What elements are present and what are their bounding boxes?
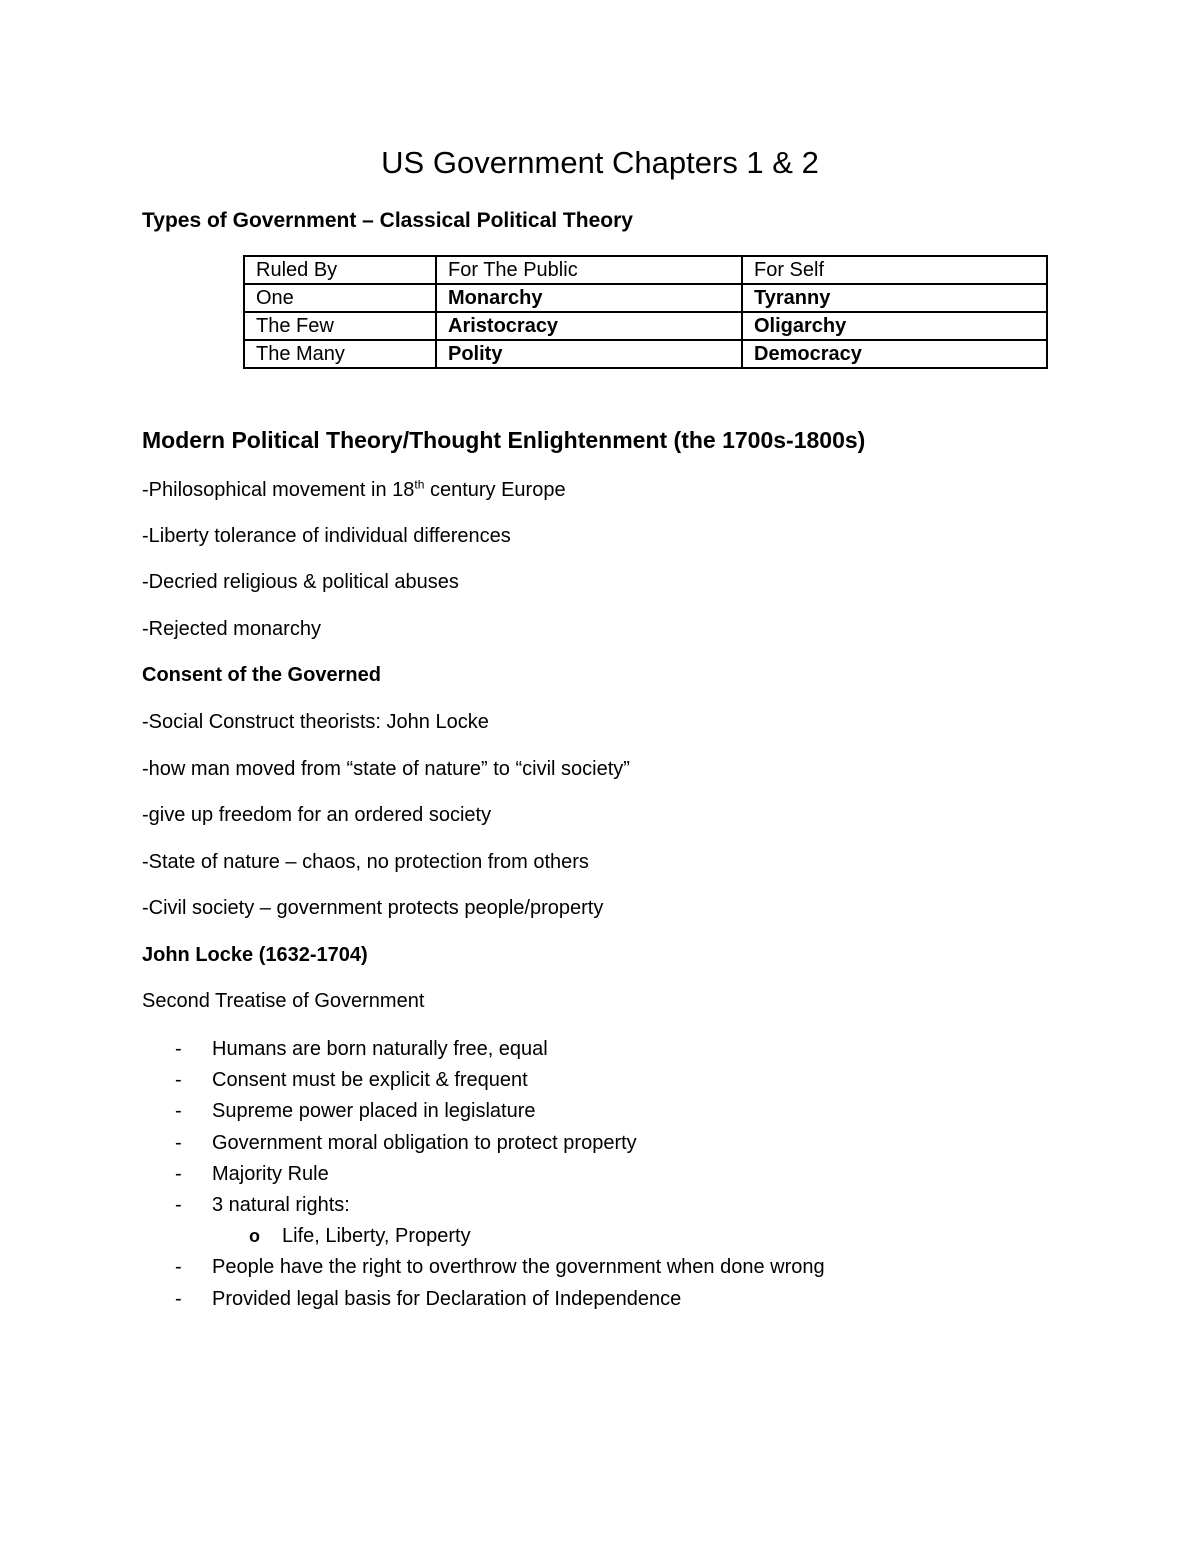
list-item-text: Government moral obligation to protect property — [212, 1131, 637, 1154]
table-cell: Polity — [436, 340, 742, 368]
table-header-cell: Ruled By — [244, 256, 436, 284]
table-cell: Tyranny — [742, 284, 1047, 312]
table-cell: The Many — [244, 340, 436, 368]
list-item-text: Majority Rule — [212, 1162, 329, 1185]
section-heading-classical: Types of Government – Classical Political Theory — [142, 209, 633, 232]
dash-marker: - — [175, 1193, 182, 1216]
text-fragment: century Europe — [424, 479, 566, 501]
dash-marker: - — [175, 1287, 182, 1310]
dash-marker: - — [175, 1162, 182, 1185]
paragraph-rejected-monarchy: -Rejected monarchy — [142, 618, 321, 640]
table-row — [244, 312, 1047, 340]
paragraph-second-treatise: Second Treatise of Government — [142, 990, 425, 1012]
table-header-cell: For The Public — [436, 256, 742, 284]
paragraph-decried: -Decried religious & political abuses — [142, 571, 459, 593]
circle-marker: o — [249, 1226, 260, 1247]
heading-john-locke: John Locke (1632-1704) — [142, 944, 368, 966]
paragraph-state-of-nature: -State of nature – chaos, no protection from others — [142, 851, 589, 873]
dash-marker: - — [175, 1069, 182, 1092]
dash-marker: - — [175, 1131, 182, 1154]
paragraph-social-construct: -Social Construct theorists: John Locke — [142, 711, 489, 733]
list-item — [142, 1065, 825, 1096]
list-item — [142, 1128, 825, 1159]
list-item-text: Provided legal basis for Declaration of Independence — [212, 1287, 682, 1310]
paragraph-give-up-freedom: -give up freedom for an ordered society — [142, 804, 492, 826]
list-item-text: People have the right to overthrow the government when done wrong — [212, 1256, 825, 1279]
text-fragment: -Philosophical movement in 18 — [142, 479, 415, 501]
table-cell: The Few — [244, 312, 436, 340]
paragraph-liberty: -Liberty tolerance of individual differences — [142, 525, 511, 547]
paragraph-philosophical-movement — [142, 476, 566, 504]
list-item-text: 3 natural rights: — [212, 1193, 350, 1216]
sub-list-item — [142, 1221, 825, 1252]
table-header-cell: For Self — [742, 256, 1047, 284]
page-title: US Government Chapters 1 & 2 — [381, 145, 819, 180]
paragraph-civil-society: -Civil society – government protects people/property — [142, 897, 604, 919]
table-cell: Democracy — [742, 340, 1047, 368]
list-item — [142, 1252, 825, 1283]
list-item — [142, 1159, 825, 1190]
list-item-text: Humans are born naturally free, equal — [212, 1038, 548, 1060]
table-row — [244, 284, 1047, 312]
list-item — [142, 1190, 825, 1221]
list-item — [142, 1284, 825, 1315]
dash-marker: - — [175, 1256, 182, 1279]
superscript: th — [414, 477, 425, 492]
government-types-table — [243, 255, 1048, 369]
table-row — [244, 340, 1047, 368]
list-item — [142, 1096, 825, 1127]
locke-bullet-list — [142, 1034, 825, 1315]
table-cell: Monarchy — [436, 284, 742, 312]
section-heading-enlightenment: Modern Political Theory/Thought Enlightenment (the 1700s-1800s) — [142, 427, 866, 453]
dash-marker: - — [175, 1100, 182, 1123]
list-item-text: Consent must be explicit & frequent — [212, 1069, 528, 1092]
list-item-text: Life, Liberty, Property — [282, 1225, 471, 1248]
table-cell: One — [244, 284, 436, 312]
list-item — [142, 1034, 825, 1065]
list-item-text: Supreme power placed in legislature — [212, 1100, 536, 1123]
dash-marker: - — [175, 1038, 182, 1060]
heading-consent: Consent of the Governed — [142, 664, 381, 686]
table-cell: Aristocracy — [436, 312, 742, 340]
table-header-row — [244, 256, 1047, 284]
table-cell: Oligarchy — [742, 312, 1047, 340]
paragraph-how-man-moved: -how man moved from “state of nature” to “civil society” — [142, 758, 630, 780]
